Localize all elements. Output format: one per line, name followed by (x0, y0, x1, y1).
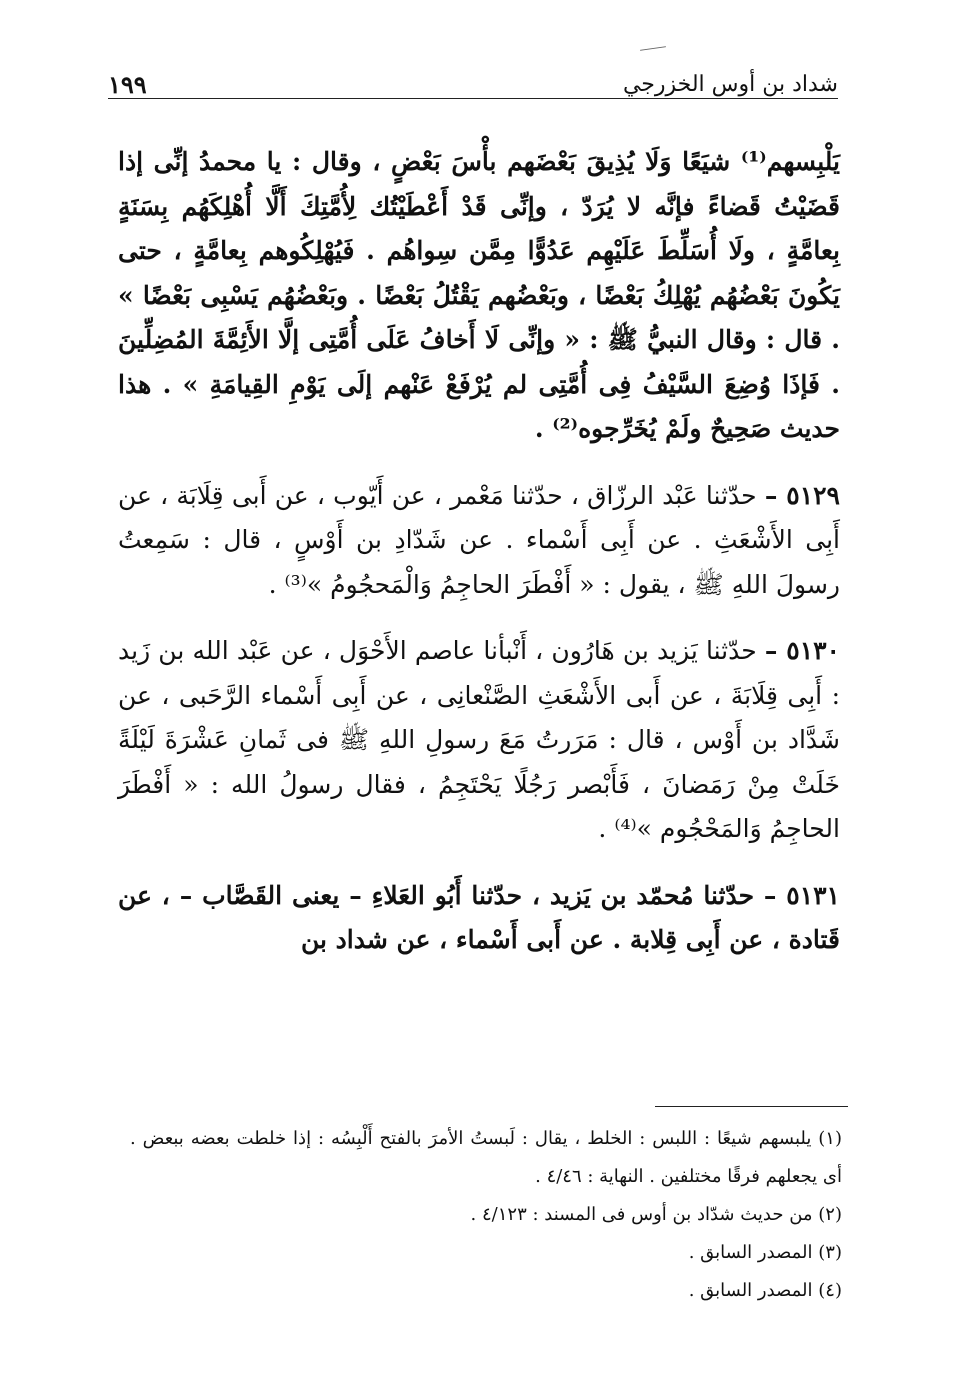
footnote-3: (٣) المصدر السابق . (688, 1242, 842, 1263)
hadith-5129 (118, 474, 840, 608)
hadith-number: ٥١٣٠ – (764, 636, 840, 665)
hadith-text: حدّثنا عَبْد الرزّاق ، حدّثنا مَعْمر ، عن أَيّوب ، عن أَبى قِلَابَة ، عن أَبِى الأَشْعَثِ . عن أَبِى أَسْماء . عن شَدّادِ بن أَوْسٍ ، قال : سَمِعتُ رسولَ اللهِ ﷺ ، يقول : « أَفْطَرَ الحاجِمُ وَالْمَحجُومُ »⁽³⁾ . (118, 480, 840, 599)
main-text (118, 140, 840, 963)
header-rule (108, 98, 838, 99)
footnote-2: (٢) من حديث شدّاد بن أوس فى المسند : ٤/١٢٣ . (470, 1204, 842, 1225)
running-title: شداد بن أوس الخزرجي (622, 72, 838, 97)
scan-mark (640, 46, 666, 51)
hadith-number: ٥١٢٩ – (764, 480, 840, 510)
hadith-number: ٥١٣١ – (763, 880, 840, 910)
footnotes (130, 1120, 842, 1310)
hadith-text: حدّثنا مُحمّد بن يَزيد ، حدّثنا أَبُو العَلاءِ – يعنى القَصَّاب – ، عن قَتادة ، عن أَبِى قِلابة . عن أَبى أَسْماء ، عن شداد بن (118, 880, 840, 954)
page-number: ١٩٩ (108, 70, 147, 99)
footnote-separator (655, 1106, 848, 1107)
hadith-text: حدّثنا يَزيد بن هَارُون ، أَنْبأنا عاصم الأَحْوَل ، عن عَبْد الله بن زَيد : أَبِى قِلَابَةَ ، عن أَبى الأَشْعَثِ الصَّنْعانِى ، عن أَبِى أَسْماء الرَّحَبى ، عن شَدَّاد بن أَوْس ، قال : مَرَرتُ مَعَ رسولِ اللهِ ﷺ فى ثَمانِ عَشْرَةَ لَيْلَةً خَلَتْ مِنْ رَمَضانَ ، فَأَبْصر رَجُلًا يَحْتَجِمُ ، فقال رسولُ الله : « أَفْطَرَ الحاجِمُ وَالمَحْجُوم »⁽⁴⁾ . (118, 636, 840, 843)
hadith-5130 (118, 629, 840, 852)
footnote-1: (١) يلبسهم شيعًا : اللبس : الخلط ، يقال : لَبستُ الأمرَ بالفتح أَلْبِسُه : إذا خلطت بعضه ببعض . أى يجعلهم فرقًا مختلفين . النهاية : ٤/٤٦ . (130, 1128, 842, 1187)
footnote-4: (٤) المصدر السابق . (688, 1280, 842, 1301)
hadith-5131 (118, 874, 840, 963)
paragraph-continuation: يَلْبِسهم⁽¹⁾ شيَعًا وَلَا يُذِيقَ بَعْضَهم بأْسَ بَعْضٍ ، وقال : يا محمدُ إنِّى إذا قَضَيْتُ قَضاءً فإنَّه لا يُرَدّ ، وإنِّى قَدْ أَعْطَيْتُك لِأُمَّتِكَ أَلَّا أُهْلِكَهُم بِسَنَةٍ بِعامَّةٍ ، ولَا أُسَلِّطَ عَلَيْهِم عَدُوًّا مِمَّن سِواهُم . فَيُهْلِكُوهم بِعامَّةٍ ، حتى يَكُونَ بَعْضُهُم يُهْلِكُ بَعْضًا ، وبَعْضُهم يَقْتُلُ بَعْضًا . وبَعْضُهُم يَسْبِى بَعْضًا » . قال : وقال النبيُّ ﷺ : « وإنِّى لَا أَخافُ عَلَى أُمَّتِى إلَّا الأَئِمَّةَ المُضِلِّينَ . فَإذَا وُضِعَ السَّيْفُ فِى أُمَّتِى لم يُرْفَعْ عَنْهم إلَى يَوْمِ القِيامَةِ » . هذا حديث صَحِيحٌ ولَمْ يُخَرِّجوه⁽²⁾ . (118, 147, 840, 443)
page-header (108, 62, 838, 100)
